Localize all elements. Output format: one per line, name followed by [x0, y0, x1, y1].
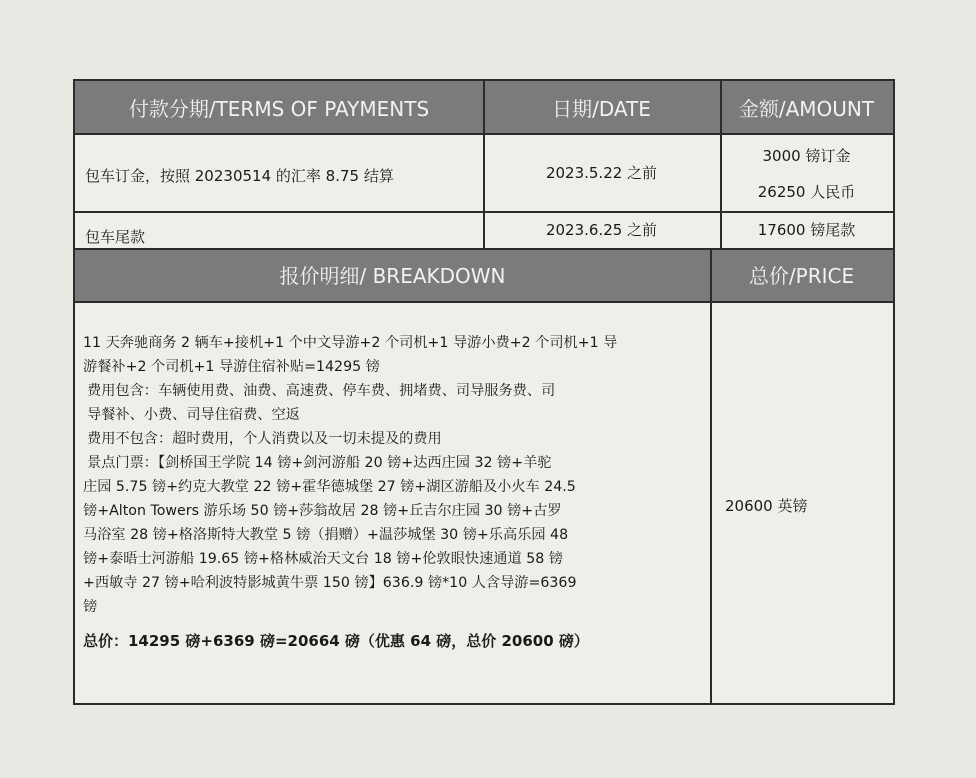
grid-line — [75, 301, 893, 303]
breakdown-line: 11 天奔驰商务 2 辆车+接机+1 个中文导游+2 个司机+1 导游小费+2 个司机+1 导 — [83, 335, 618, 351]
price-value: 20600 英镑 — [725, 497, 808, 515]
header-terms: 付款分期/TERMS OF PAYMENTS — [75, 81, 483, 133]
quote-table — [73, 79, 895, 705]
tickets-line: 景点门票：【剑桥国王学院 14 镑+剑河游船 20 镑+达西庄园 32 镑+羊驼 — [87, 455, 552, 471]
included-line: 导餐补、小费、司导住宿费、空返 — [87, 407, 300, 423]
grid-line — [75, 248, 893, 250]
grid-line — [483, 81, 485, 248]
row1-amount-1: 3000 镑订金 — [762, 147, 851, 165]
row2-date: 2023.6.25 之前 — [545, 221, 658, 239]
tickets-line: 镑 — [83, 599, 98, 615]
tickets-line: 庄园 5.75 镑+约克大教堂 22 镑+霍华德城堡 27 镑+湖区游船及小火车 24.5 — [83, 479, 576, 495]
header-breakdown: 报价明细/ BREAKDOWN — [75, 248, 710, 301]
included-line: 费用包含：车辆使用费、油费、高速费、停车费、拥堵费、司导服务费、司 — [87, 383, 556, 399]
row1-date: 2023.5.22 之前 — [545, 163, 658, 182]
tickets-line: 镑+泰晤士河游船 19.65 镑+格林威治天文台 18 镑+伦敦眼快速通道 58 镑 — [83, 551, 563, 567]
row1-term: 包车订金，按照 20230514 的汇率 8.75 结算 — [85, 167, 394, 185]
tickets-line: 马浴室 28 镑+格洛斯特大教堂 5 镑（捐赠）+温莎城堡 30 镑+乐高乐园 48 — [83, 527, 569, 543]
total-line: 总价：14295 磅+6369 磅=20664 磅（优惠 64 磅，总价 20600 磅） — [83, 632, 589, 650]
row2-term: 包车尾款 — [85, 228, 146, 246]
header-amount: 金额/AMOUNT — [720, 81, 893, 133]
breakdown-line: 游餐补+2 个司机+1 导游住宿补贴=14295 镑 — [83, 359, 380, 375]
row2-amount: 17600 镑尾款 — [757, 221, 856, 239]
breakdown-body — [83, 331, 703, 653]
tickets-line: +西敏寺 27 镑+哈利波特影城黄牛票 150 镑】636.9 镑*10 人含导游=6369 — [83, 575, 577, 591]
header-date: 日期/DATE — [483, 81, 720, 133]
grid-line — [710, 248, 712, 703]
row1-amount-2: 26250 人民币 — [757, 183, 856, 201]
grid-line — [720, 81, 722, 248]
excluded-line: 费用不包含：超时费用，个人消费以及一切未提及的费用 — [87, 431, 442, 447]
header-price: 总价/PRICE — [710, 248, 893, 301]
tickets-line: 镑+Alton Towers 游乐场 50 镑+莎翁故居 28 镑+丘吉尔庄园 30 镑+古罗 — [83, 503, 562, 519]
